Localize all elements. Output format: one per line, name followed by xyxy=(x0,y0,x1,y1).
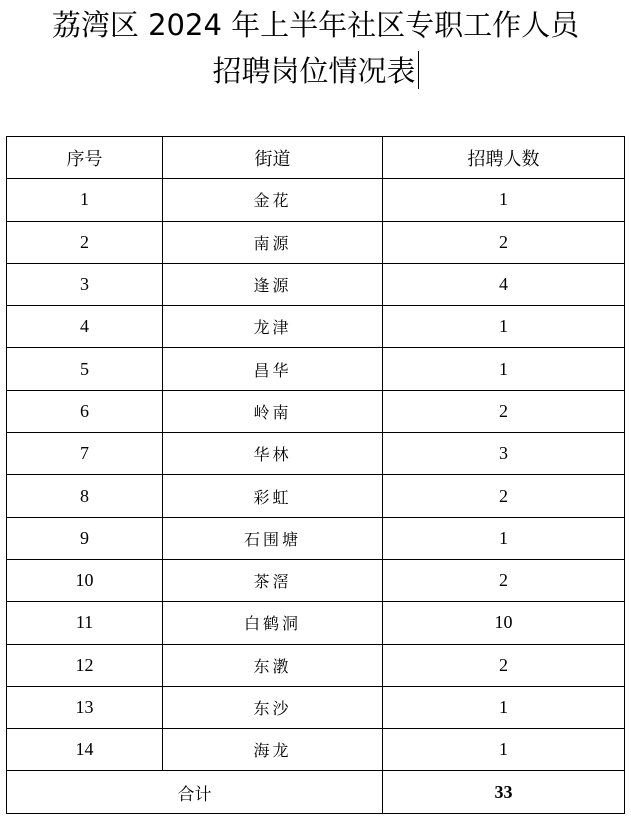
table-row xyxy=(7,517,625,559)
table-row xyxy=(7,602,625,644)
row-index: 7 xyxy=(7,433,163,475)
row-street: 茶滘 xyxy=(163,559,383,601)
row-street: 彩虹 xyxy=(163,475,383,517)
row-index: 8 xyxy=(7,475,163,517)
title-line-2-text: 招聘岗位情况表 xyxy=(212,54,416,88)
row-count: 1 xyxy=(383,348,625,390)
table-total-row xyxy=(7,771,625,813)
row-count: 2 xyxy=(383,390,625,432)
row-street: 昌华 xyxy=(163,348,383,390)
table-row xyxy=(7,221,625,263)
row-count: 3 xyxy=(383,433,625,475)
row-street: 东漖 xyxy=(163,644,383,686)
row-count: 10 xyxy=(383,602,625,644)
row-street: 东沙 xyxy=(163,686,383,728)
header-index: 序号 xyxy=(7,137,163,179)
table-row xyxy=(7,475,625,517)
row-count: 2 xyxy=(383,475,625,517)
row-index: 6 xyxy=(7,390,163,432)
table-row xyxy=(7,306,625,348)
total-value: 33 xyxy=(383,771,625,813)
row-index: 5 xyxy=(7,348,163,390)
row-count: 1 xyxy=(383,517,625,559)
table-row xyxy=(7,263,625,305)
row-street: 金花 xyxy=(163,179,383,221)
table-row xyxy=(7,348,625,390)
row-street: 华林 xyxy=(163,433,383,475)
table-row xyxy=(7,729,625,771)
table-row xyxy=(7,644,625,686)
row-count: 4 xyxy=(383,263,625,305)
row-street: 岭南 xyxy=(163,390,383,432)
table-row xyxy=(7,390,625,432)
row-street: 龙津 xyxy=(163,306,383,348)
table-row xyxy=(7,433,625,475)
row-index: 14 xyxy=(7,729,163,771)
row-index: 9 xyxy=(7,517,163,559)
row-street: 南源 xyxy=(163,221,383,263)
title-line-2 xyxy=(0,48,631,94)
header-count: 招聘人数 xyxy=(383,137,625,179)
row-count: 1 xyxy=(383,686,625,728)
row-street: 海龙 xyxy=(163,729,383,771)
row-index: 3 xyxy=(7,263,163,305)
row-count: 2 xyxy=(383,559,625,601)
text-cursor xyxy=(418,51,419,89)
table-row xyxy=(7,686,625,728)
row-count: 2 xyxy=(383,644,625,686)
row-count: 1 xyxy=(383,306,625,348)
table-row xyxy=(7,179,625,221)
row-count: 1 xyxy=(383,729,625,771)
row-index: 12 xyxy=(7,644,163,686)
row-street: 石围塘 xyxy=(163,517,383,559)
table-row xyxy=(7,559,625,601)
total-label: 合计 xyxy=(7,771,383,813)
row-street: 逢源 xyxy=(163,263,383,305)
row-count: 1 xyxy=(383,179,625,221)
table-header-row xyxy=(7,137,625,179)
row-index: 10 xyxy=(7,559,163,601)
title-line-1: 荔湾区 2024 年上半年社区专职工作人员 xyxy=(51,8,580,42)
document-title xyxy=(0,2,631,94)
row-count: 2 xyxy=(383,221,625,263)
recruitment-table xyxy=(6,136,625,814)
header-street: 街道 xyxy=(163,137,383,179)
row-index: 11 xyxy=(7,602,163,644)
row-index: 13 xyxy=(7,686,163,728)
row-street: 白鹤洞 xyxy=(163,602,383,644)
row-index: 2 xyxy=(7,221,163,263)
row-index: 1 xyxy=(7,179,163,221)
row-index: 4 xyxy=(7,306,163,348)
